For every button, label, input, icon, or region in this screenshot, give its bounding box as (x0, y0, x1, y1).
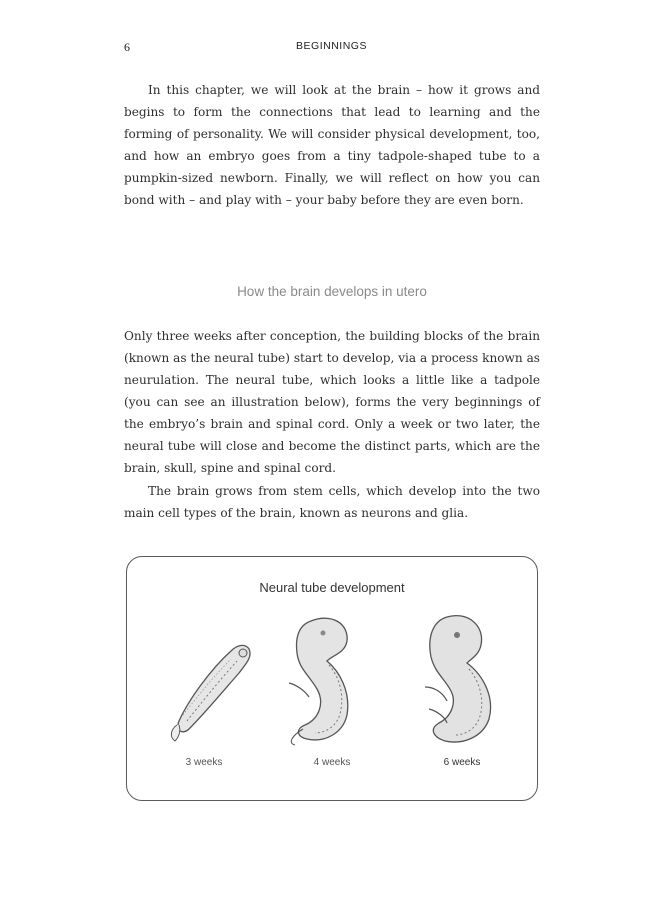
caption-3-weeks: 3 weeks (185, 757, 223, 768)
page-number: 6 (124, 40, 130, 54)
neurulation-paragraph: Only three weeks after conception, the building blocks of the brain (known as the neural tube) start to develop, via a process known as neurulation. The neural tube, which looks a little like a tadpole (you can see an illustration below), forms the very beginnings of the embryo’s brain and spinal cord. Only a week or two later, the neural tube will close and become the distinct parts, which are the brain, skull, spine and spinal cord. (124, 329, 540, 475)
running-head: BEGINNINGS (296, 40, 367, 52)
figure-title: Neural tube development (259, 580, 405, 595)
embryo-3-weeks-illustration (149, 629, 257, 749)
embryo-6-weeks-illustration (407, 613, 517, 749)
embryo-4-weeks-illustration (277, 613, 385, 749)
caption-6-weeks: 6 weeks (443, 757, 481, 768)
section-heading: How the brain develops in utero (237, 284, 427, 299)
stem-cells-paragraph: The brain grows from stem cells, which develop into the two main cell types of the brain, known as neurons and glia. (124, 484, 540, 520)
caption-4-weeks: 4 weeks (313, 757, 351, 768)
page-header (124, 40, 539, 56)
neural-tube-figure (126, 556, 538, 801)
intro-paragraph: In this chapter, we will look at the brain – how it grows and begins to form the connections that lead to learning and the forming of personality. We will consider physical development, too, and how an embryo goes from a tiny tadpole-shaped tube to a pumpkin-sized newborn. Finally, we will reflect on how you can bond with – and play with – your baby before they are even born. (124, 83, 540, 207)
